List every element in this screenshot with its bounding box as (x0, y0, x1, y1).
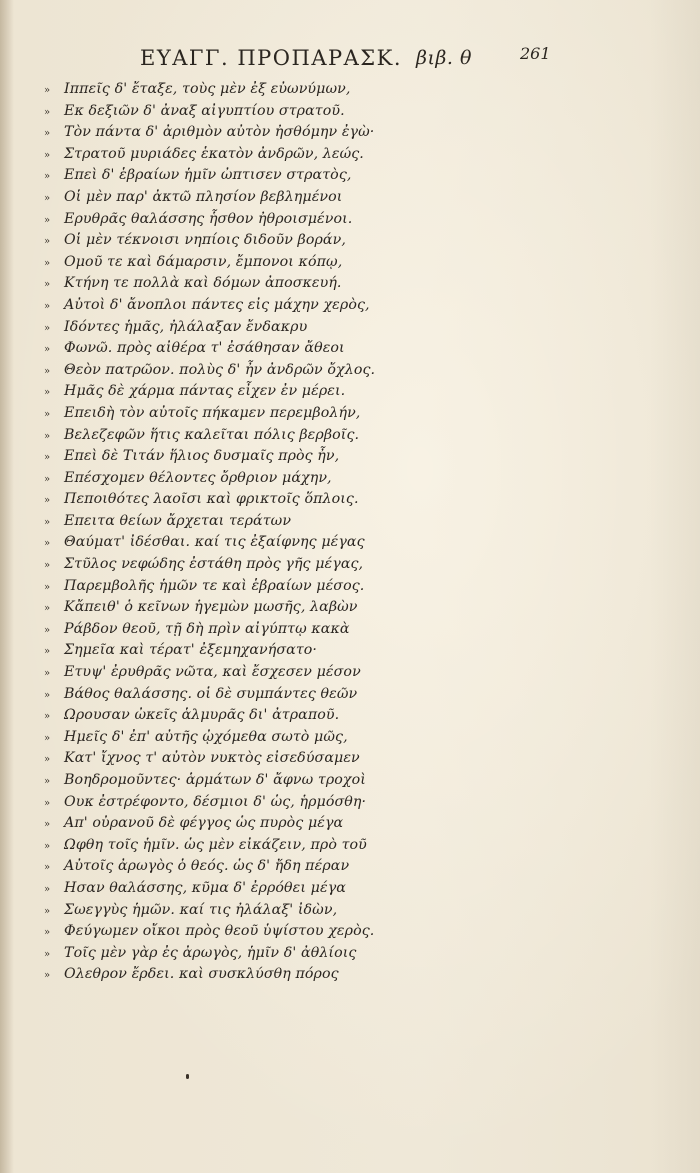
quotation-mark: » (44, 300, 51, 312)
verse-text: Ερυθρᾶς θαλάσσης ἧσθον ἠθροισμένοι. (64, 210, 353, 227)
verse-line (44, 446, 374, 468)
quotation-mark: » (44, 797, 51, 809)
verse-text: Ομοῦ τε καὶ δάμαρσιν, ἔμπονοι κόπῳ, (64, 253, 343, 270)
verse-line (44, 230, 374, 252)
quotation-mark: » (44, 646, 51, 658)
verse-line (44, 338, 374, 360)
quotation-mark: » (44, 840, 51, 852)
verse-text: Σημεῖα καὶ τέρατ' ἐξεμηχανήσατο· (64, 642, 318, 659)
quotation-mark: » (44, 473, 51, 485)
verse-line (44, 122, 374, 144)
verse-text: Κτήνη τε πολλὰ καὶ δόμων ἀποσκευή. (64, 275, 342, 292)
quotation-mark: » (44, 711, 51, 723)
gutter-shadow (0, 0, 14, 1173)
verse-text: Επεὶ δὲ Τιτάν ἥλιος δυσμαῖς πρὸς ἦν, (64, 448, 340, 465)
quotation-mark: » (44, 236, 51, 248)
verse-line (44, 79, 374, 101)
verse-list (44, 79, 374, 986)
verse-text: Ησαν θαλάσσης, κῦμα δ' ἐρρόθει μέγα (64, 879, 346, 896)
quotation-mark: » (44, 538, 51, 550)
verse-line (44, 640, 374, 662)
verse-line (44, 187, 374, 209)
verse-text: Τοῖς μὲν γὰρ ἐς ἀρωγὸς, ἡμῖν δ' ἀθλίοις (64, 944, 357, 961)
verse-text: Βάθος θαλάσσης. οἱ δὲ συμπάντες θεῶν (64, 685, 358, 702)
running-head (140, 40, 560, 76)
bleed-through (650, 0, 700, 1173)
quotation-mark: » (44, 516, 51, 528)
quotation-mark: » (44, 819, 51, 831)
quotation-mark: » (44, 776, 51, 787)
verse-text: Κατ' ἴχνος τ' αὐτὸν νυκτὸς εἰσεδύσαμεν (64, 750, 360, 767)
quotation-mark: » (44, 495, 51, 507)
quotation-mark: » (44, 365, 51, 377)
quotation-mark: » (44, 106, 51, 118)
verse-line (44, 468, 374, 490)
verse-line (44, 878, 374, 900)
quotation-mark: » (44, 408, 51, 420)
verse-line (44, 576, 374, 598)
verse-text: Επεὶ δ' ἑβραίων ἡμῖν ὠπτισεν στρατὸς, (64, 167, 352, 184)
quotation-mark: » (44, 581, 51, 593)
verse-text: Απ' οὐρανοῦ δὲ φέγγος ὡς πυρὸς μέγα (64, 815, 344, 832)
verse-line (44, 900, 374, 922)
verse-text: Ιππεῖς δ' ἔταξε, τοὺς μὲν ἐξ εὐωνύμων, (64, 81, 351, 97)
verse-line (44, 684, 374, 706)
verse-line (44, 511, 374, 533)
quotation-mark: » (44, 862, 51, 874)
verse-line (44, 165, 374, 187)
verse-text: Τὸν πάντα δ' ἀριθμὸν αὐτὸν ἠσθόμην ἐγὼ· (64, 124, 375, 141)
verse-line (44, 597, 374, 619)
quotation-mark: » (44, 948, 51, 960)
verse-line (44, 209, 374, 231)
verse-text: Στῦλος νεφώδης ἐστάθη πρὸς γῆς μέγας, (64, 556, 364, 573)
verse-text: Φεύγωμεν οἴκοι πρὸς θεοῦ ὑψίστου χερὸς. (64, 923, 375, 940)
quotation-mark: » (44, 668, 51, 680)
quotation-mark: » (44, 322, 51, 334)
verse-text: Ιδόντες ἡμᾶς, ἠλάλαξαν ἔνδακρυ (64, 318, 308, 335)
quotation-mark: » (44, 85, 51, 96)
verse-line (44, 425, 374, 447)
verse-line (44, 770, 374, 792)
quotation-mark: » (44, 905, 51, 917)
quotation-mark: » (44, 279, 51, 291)
verse-line (44, 662, 374, 684)
verse-text: Θαύματ' ἰδέσθαι. καί τις ἐξαίφνης μέγας (64, 534, 365, 551)
verse-line (44, 381, 374, 403)
verse-text: Επειτα θείων ἄρχεται τεράτων (64, 512, 292, 529)
verse-line (44, 554, 374, 576)
verse-text: Παρεμβολῆς ἡμῶν τε καὶ ἑβραίων μέσος. (64, 577, 365, 594)
verse-text: Ωφθη τοῖς ἡμῖν. ὡς μὲν εἰκάζειν, πρὸ τοῦ (64, 836, 367, 853)
verse-line (44, 295, 374, 317)
quotation-mark: » (44, 754, 51, 766)
verse-text: Ημεῖς δ' ἐπ' αὐτῆς ᾠχόμεθα σωτὸ μῶς, (64, 728, 348, 745)
verse-line (44, 489, 374, 511)
quotation-mark: » (44, 883, 51, 895)
quotation-mark: » (44, 430, 51, 442)
verse-text: Στρατοῦ μυριάδες ἑκατὸν ἀνδρῶν, λεώς. (64, 145, 364, 162)
verse-line (44, 921, 374, 943)
verse-text: Σωεγγὺς ἡμῶν. καί τις ἠλάλαξ' ἰδὼν, (64, 901, 338, 918)
verse-line (44, 532, 374, 554)
quotation-mark: » (44, 257, 51, 269)
verse-line (44, 835, 374, 857)
verse-line (44, 943, 374, 965)
verse-line (44, 964, 374, 986)
quotation-mark: » (44, 689, 51, 701)
running-head-title: ΕΥΑΓΓ. ΠΡΟΠΑΡΑΣΚ. (140, 46, 402, 70)
verse-text: Αὐτοῖς ἀρωγὸς ὁ θεός. ὡς δ' ἤδη πέραν (64, 858, 350, 875)
verse-text: Επέσχομεν θέλοντες ὄρθριον μάχην, (64, 469, 332, 486)
quotation-mark: » (44, 970, 51, 982)
verse-text: Ετυψ' ἐρυθρᾶς νῶτα, καὶ ἔσχεσεν μέσον (64, 664, 361, 681)
verse-line (44, 144, 374, 166)
quotation-mark: » (44, 149, 51, 161)
verse-line (44, 619, 374, 641)
quotation-mark: » (44, 927, 51, 939)
quotation-mark: » (44, 387, 51, 399)
quotation-mark: » (44, 344, 51, 356)
verse-line (44, 856, 374, 878)
quotation-mark: » (44, 732, 51, 744)
quotation-mark: » (44, 603, 51, 615)
verse-text: Βοηδρομοῦντες· ἁρμάτων δ' ἄφνω τροχοὶ (64, 772, 366, 788)
verse-text: Επειδὴ τὸν αὐτοῖς πήκαμεν περεμβολήν, (64, 404, 361, 421)
verse-text: Οἱ μὲν παρ' ἀκτῶ πλησίον βεβλημένοι (64, 188, 343, 205)
quotation-mark: » (44, 171, 51, 183)
verse-text: Κἄπειθ' ὁ κεῖνων ἡγεμὼν μωσῆς, λαβὼν (64, 599, 358, 616)
ink-speck (186, 1074, 189, 1079)
verse-text: Ουκ ἐστρέφοντο, δέσμιοι δ' ὡς, ἡρμόσθη· (64, 793, 367, 810)
verse-text: Πεποιθότες λαοῖσι καὶ φρικτοῖς ὅπλοις. (64, 491, 359, 508)
verse-line (44, 360, 374, 382)
verse-text: Ολεθρον ἔρδει. καὶ συσκλύσθη πόρος (64, 966, 339, 983)
verse-line (44, 403, 374, 425)
verse-text: Αὐτοὶ δ' ἄνοπλοι πάντες εἰς μάχην χερὸς, (64, 296, 370, 313)
quotation-mark: » (44, 452, 51, 464)
page-number: 261 (520, 44, 551, 63)
verse-text: Οἱ μὲν τέκνοισι νηπίοις διδοῦν βοράν, (64, 232, 346, 249)
verse-text: Εκ δεξιῶν δ' ἀναξ αἰγυπτίου στρατοῦ. (64, 102, 345, 119)
verse-text: Βελεζεφῶν ἥτις καλεῖται πόλις βερβοῖς. (64, 426, 360, 443)
verse-line (44, 792, 374, 814)
verse-text: Φωνῶ. πρὸς αἰθέρα τ' ἐσάθησαν ἄθεοι (64, 340, 345, 357)
quotation-mark: » (44, 128, 51, 140)
verse-line (44, 252, 374, 274)
verse-line (44, 273, 374, 295)
verse-line (44, 748, 374, 770)
quotation-mark: » (44, 560, 51, 572)
verse-line (44, 705, 374, 727)
verse-text: Θεὸν πατρῶον. πολὺς δ' ἦν ἀνδρῶν ὄχλος. (64, 361, 376, 378)
quotation-mark: » (44, 214, 51, 226)
verse-line (44, 317, 374, 339)
verse-text: Ωρουσαν ὠκεῖς ἁλμυρᾶς δι' ἀτραποῦ. (64, 707, 340, 724)
verse-text: Ημᾶς δὲ χάρμα πάντας εἶχεν ἐν μέρει. (64, 383, 346, 400)
verse-line (44, 101, 374, 123)
verse-line (44, 727, 374, 749)
verse-text: Ράβδον θεοῦ, τῇ δὴ πρὶν αἰγύπτῳ κακὰ (64, 620, 350, 637)
quotation-mark: » (44, 192, 51, 204)
quotation-mark: » (44, 624, 51, 636)
book-number: βιβ. θ (416, 47, 472, 69)
verse-line (44, 813, 374, 835)
